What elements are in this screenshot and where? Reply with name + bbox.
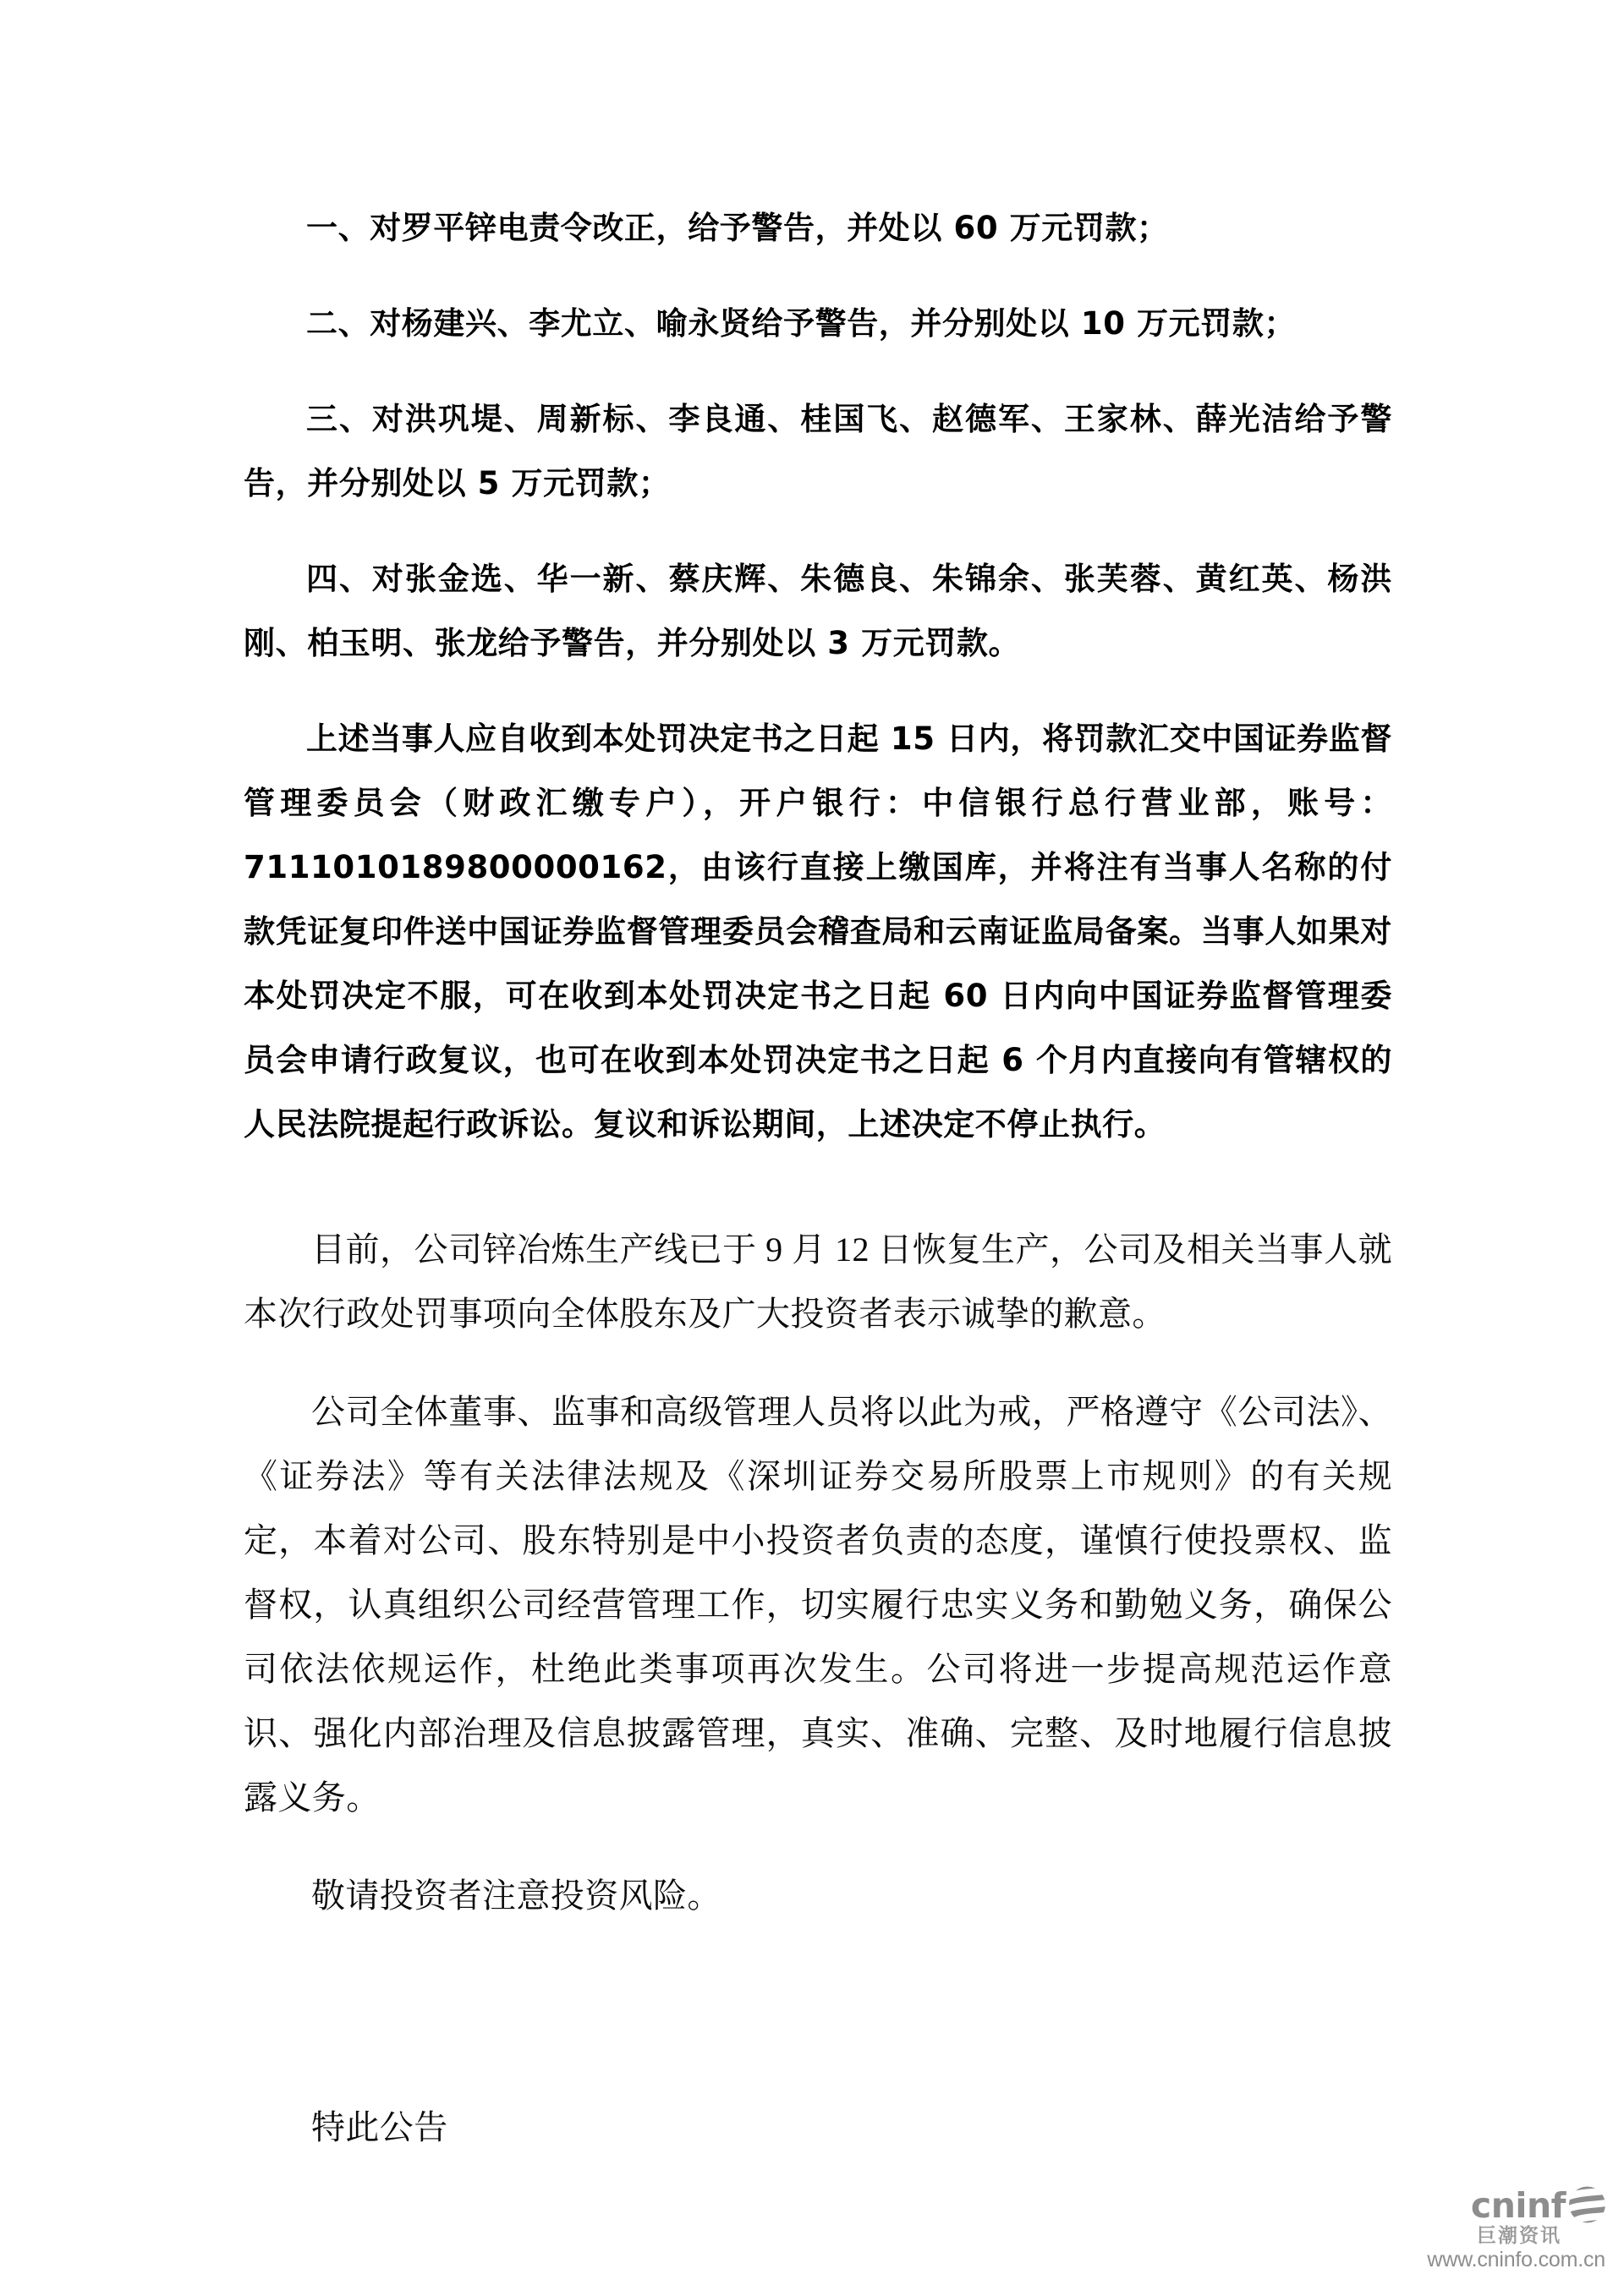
cninfo-logo-row [1411,2186,1607,2225]
penalty-item-3: 三、对洪巩堤、周新标、李良通、桂国飞、赵德军、王家林、薛光洁给予警告，并分别处以 5 万元罚款； [244,401,1392,501]
cninfo-chinese-name: 巨潮资讯 [1477,2225,1561,2247]
closing-notice-label: 特此公告 [311,2108,448,2146]
document-content [244,0,1392,2194]
statement-risk-warning: 敬请投资者注意投资风险。 [311,1877,721,1915]
cninfo-url: www.cninfo.com.cn [1427,2248,1605,2271]
statement-resume-production: 目前，公司锌冶炼生产线已于 9 月 12 日恢复生产，公司及相关当事人就本次行政处罚事项向全体股东及广大投资者表示诚挚的歉意。 [244,1230,1392,1333]
penalty-item-1: 一、对罗平锌电责令改正，给予警告，并处以 60 万元罚款； [306,210,1169,246]
cninfo-wordmark: cninf [1470,2184,1566,2226]
payment-and-appeal-paragraph: 上述当事人应自收到本处罚决定书之日起 15 日内，将罚款汇交中国证券监督管理委员会（财政汇缴专户），开户银行：中信银行总行营业部，账号：7111010189800000162，由该行直接上缴国库，并将注有当事人名称的付款凭证复印件送中国证券监督管理委员会稽查局和云南证监局备案。当事人如果对本处罚决定不服，可在收到本处罚决定书之日起 60 日内向中国证券监督管理委员会申请行政复议，也可在收到本处罚决定书之日起 6 个月内直接向有管辖权的人民法院提起行政诉讼。复议和诉讼期间，上述决定不停止执行。 [244,721,1392,1143]
cninfo-swoosh-icon [1567,2186,1607,2223]
penalty-item-2: 二、对杨建兴、李尤立、喻永贤给予警告，并分别处以 10 万元罚款； [306,305,1297,342]
cninfo-watermark [1411,2186,1607,2274]
penalty-item-4: 四、对张金选、华一新、蔡庆辉、朱德良、朱锦余、张芙蓉、黄红英、杨洪刚、柏玉明、张龙给予警告，并分别处以 3 万元罚款。 [244,561,1392,661]
statement-compliance-commitment: 公司全体董事、监事和高级管理人员将以此为戒，严格遵守《公司法》、《证券法》等有关法律法规及《深圳证券交易所股票上市规则》的有关规定，本着对公司、股东特别是中小投资者负责的态度，谨慎行使投票权、监督权，认真组织公司经营管理工作，切实履行忠实义务和勤勉义务，确保公司依法依规运作，杜绝此类事项再次发生。公司将进一步提高规范运作意识、强化内部治理及信息披露管理，真实、准确、完整、及时地履行信息披露义务。 [244,1393,1392,1817]
